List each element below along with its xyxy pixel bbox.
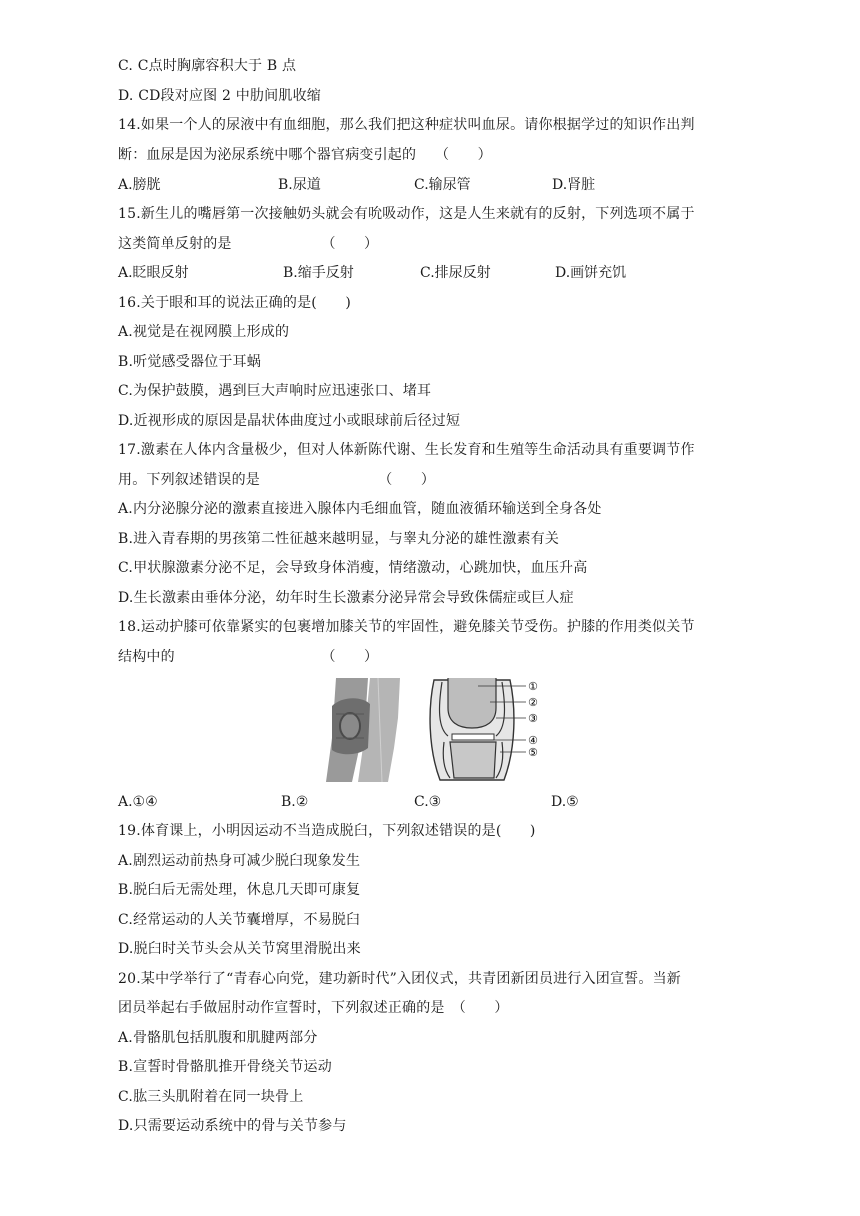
q17-option-b: B.进入青春期的男孩第二性征越来越明显，与睾丸分泌的雄性激素有关 bbox=[118, 531, 560, 547]
knee-brace-photo bbox=[322, 678, 408, 782]
q15-option-a: A.眨眼反射 bbox=[118, 265, 189, 281]
q17-option-c: C.甲状腺激素分泌不足，会导致身体消瘦，情绪激动，心跳加快，血压升高 bbox=[118, 560, 588, 576]
diagram-label-5: ⑤ bbox=[528, 746, 538, 759]
q14-option-d: D.肾脏 bbox=[552, 177, 596, 193]
q20-stem-line1: 20.某中学举行了“青春心向党，建功新时代”入团仪式，共青团新团员进行入团宣誓。当新 bbox=[118, 971, 681, 987]
q16-option-b: B.听觉感受器位于耳蜗 bbox=[118, 354, 261, 370]
knee-figure bbox=[322, 678, 546, 782]
q14-option-a: A.膀胱 bbox=[118, 177, 161, 193]
q16-option-c: C.为保护鼓膜，遇到巨大声响时应迅速张口、堵耳 bbox=[118, 383, 432, 399]
q17-option-d: D.生长激素由垂体分泌，幼年时生长激素分泌异常会导致侏儒症或巨人症 bbox=[118, 590, 574, 606]
q15-stem-line2: 这类简单反射的是 （ ） bbox=[118, 236, 379, 252]
diagram-label-4: ④ bbox=[528, 734, 538, 747]
q20-option-b: B.宣誓时骨骼肌推开骨绕关节运动 bbox=[118, 1059, 332, 1075]
q19-option-a: A.剧烈运动前热身可减少脱臼现象发生 bbox=[118, 853, 361, 869]
diagram-label-3: ③ bbox=[528, 712, 538, 725]
q18-option-c: C.③ bbox=[414, 794, 442, 810]
q16-stem: 16.关于眼和耳的说法正确的是( ) bbox=[118, 295, 351, 311]
diagram-label-2: ② bbox=[528, 696, 538, 709]
q15-stem-line1: 15.新生儿的嘴唇第一次接触奶头就会有吮吸动作，这是人生来就有的反射，下列选项不属于 bbox=[118, 206, 695, 222]
q13-option-d: D. CD段对应图 2 中肋间肌收缩 bbox=[118, 88, 321, 104]
q18-stem-line2: 结构中的 （ ） bbox=[118, 649, 379, 665]
q14-option-b: B.尿道 bbox=[278, 177, 321, 193]
q15-option-c: C.排尿反射 bbox=[420, 265, 491, 281]
q13-option-c: C. C点时胸廓容积大于 B 点 bbox=[118, 58, 297, 74]
q14-stem-line1: 14.如果一个人的尿液中有血细胞，那么我们把这种症状叫血尿。请你根据学过的知识作出判 bbox=[118, 117, 695, 133]
q17-stem-line1: 17.激素在人体内含量极少，但对人体新陈代谢、生长发育和生殖等生命活动具有重要调节作 bbox=[118, 442, 695, 458]
q16-option-a: A.视觉是在视网膜上形成的 bbox=[118, 324, 290, 340]
q14-option-c: C.输尿管 bbox=[414, 177, 471, 193]
q18-option-a: A.①④ bbox=[118, 794, 158, 810]
q20-option-d: D.只需要运动系统中的骨与关节参与 bbox=[118, 1118, 347, 1134]
q19-stem: 19.体育课上，小明因运动不当造成脱臼，下列叙述错误的是( ) bbox=[118, 823, 536, 839]
diagram-label-1: ① bbox=[528, 680, 538, 693]
q20-stem-line2: 团员举起右手做屈肘动作宣誓时，下列叙述正确的是 （ ） bbox=[118, 1000, 509, 1016]
q19-option-b: B.脱臼后无需处理，休息几天即可康复 bbox=[118, 882, 361, 898]
q14-stem-line2: 断：血尿是因为泌尿系统中哪个器官病变引起的 （ ） bbox=[118, 147, 492, 163]
q19-option-d: D.脱臼时关节头会从关节窝里滑脱出来 bbox=[118, 941, 361, 957]
q18-option-d: D.⑤ bbox=[551, 794, 579, 810]
q18-option-b: B.② bbox=[281, 794, 309, 810]
knee-joint-diagram bbox=[426, 678, 546, 782]
q17-stem-line2: 用。下列叙述错误的是 （ ） bbox=[118, 472, 436, 488]
q15-option-b: B.缩手反射 bbox=[283, 265, 354, 281]
q17-option-a: A.内分泌腺分泌的激素直接进入腺体内毛细血管，随血液循环输送到全身各处 bbox=[118, 501, 602, 517]
q20-option-a: A.骨骼肌包括肌腹和肌腱两部分 bbox=[118, 1030, 318, 1046]
q19-option-c: C.经常运动的人关节囊增厚，不易脱臼 bbox=[118, 912, 361, 928]
q18-stem-line1: 18.运动护膝可依靠紧实的包裹增加膝关节的牢固性，避免膝关节受伤。护膝的作用类似关节 bbox=[118, 619, 695, 635]
q20-option-c: C.肱三头肌附着在同一块骨上 bbox=[118, 1089, 304, 1105]
q15-option-d: D.画饼充饥 bbox=[555, 265, 627, 281]
q16-option-d: D.近视形成的原因是晶状体曲度过小或眼球前后径过短 bbox=[118, 413, 461, 429]
